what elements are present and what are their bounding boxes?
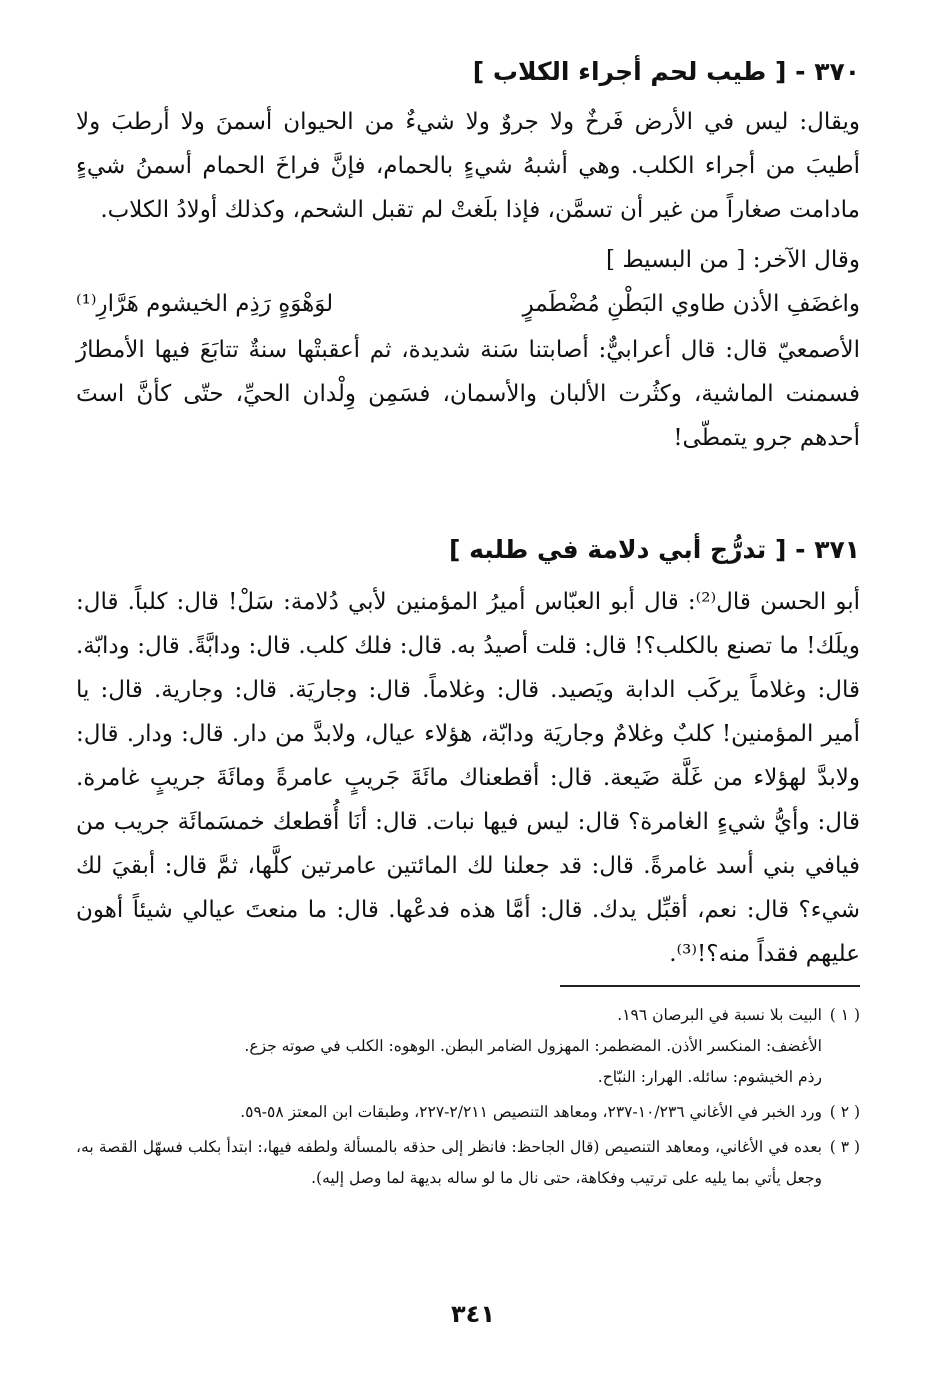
footnote-line: رذم الخيشوم: سائله. الهرار: النبّاح. — [597, 1068, 822, 1086]
section-370-anecdote — [76, 328, 860, 460]
footnote-line: الأغضف: المنكسر الأذن. المضطمر: المهزول الضامر البطن. الوهوه: الكلب في صوته جزع. — [244, 1037, 822, 1055]
poetry-verse — [76, 282, 860, 326]
footnote-line: البيت بلا نسبة في البرصان ١٩٦. — [617, 1006, 822, 1024]
footnote-number: ( ٣ ) — [829, 1138, 860, 1156]
paragraph: ويقال: ليس في الأرض فَرخٌ ولا جروٌ ولا شيءٌ من الحيوان أسمنَ ولا أرطبَ ولا أطيبَ من أجراء الكلب. وهي أشبهُ شيءٍ بالحمام، فإنَّ فراخَ الحمام أسمنُ شيءٍ مادامت صغاراً من غير أن تسمَّن، فإذا بلَغتْ لم تقبل الشحم، وكذلك أولادُ الكلاب. — [76, 109, 860, 223]
section-370 — [76, 52, 860, 460]
footnote-3 — [76, 1132, 860, 1194]
footnote-line: ورد الخبر في الأغاني ١٠/٢٣٦-٢٣٧، ومعاهد التنصيص ٢/٢١١-٢٢٧، وطبقات ابن المعتز ٥٨-٥٩. — [240, 1103, 822, 1121]
section-370-body — [76, 100, 860, 282]
section-371-body — [76, 580, 860, 976]
paragraph: الأصمعيّ قال: قال أعرابيٌّ: أصابتنا سَنة شديدة، ثم أعقبتْها سنةٌ تتابَعَ فيها الأمطارُ فسمنت الماشية، وكثُرت الألبان والأسمان، فسَمِن وِلْدان الحيِّ، حتّى كأنَّ استَ أحدهم جرو يتمطّى! — [76, 337, 860, 451]
paragraph: أبو الحسن قال⁽²⁾: قال أبو العبّاس أميرُ المؤمنين لأبي دُلامة: سَلْ! قال: كلباً. قال: ويلَك! ما تصنع بالكلب؟! قال: قلت أصيدُ به. قال: فلك كلب. قال: ودابَّةً. قال: ودابّة. قال: وغلاماً يركَب الدابة ويَصيد. قال: وغلاماً. قال: وجاريَة. قال: وجارية. قال: يا أمير المؤمنين! كلبٌ وغلامٌ وجاريَة ودابّة، هؤلاء عيال، ولابدَّ من دار. قال: ودار. قال: ولابدَّ لهؤلاء من غَلَّة ضَيعة. قال: أقطعناك مائَةَ جَريبٍ عامرةً ومائَةَ جريبٍ غامرة. قال: وأيُّ شيءٍ الغامرة؟ قال: ليس فيها نبات. قال: أنَا أُقطعك خمسَمائَة جريب من فيافي بني أسد غامرةً. قال: قد جعلنا لك المائتين عامرتين كلَّها، ثمَّ قال: أبقيَ لك شيء؟ قال: نعم، أقبِّل يدك. قال: أمَّا هذه فدعْها. قال: ما منعتَ عيالي شيئاً أهون عليهم فقداً منه؟!⁽³⁾. — [76, 589, 860, 967]
section-371 — [76, 530, 860, 976]
section-370-heading: ٣٧٠ - [ طيب لحم أجراء الكلاب ] — [472, 57, 860, 86]
section-371-heading: ٣٧١ - [ تدرُّج أبي دلامة في طلبه ] — [449, 535, 860, 564]
footnotes — [76, 1000, 860, 1198]
footnote-number: ( ٢ ) — [829, 1103, 860, 1121]
verse-second-hemistich: لوَهْوَهٍ رَذِم الخيشوم هَرَّارِ⁽¹⁾ — [76, 291, 334, 317]
footnote-1 — [76, 1000, 860, 1093]
verse-intro: وقال الآخر: [ من البسيط ] — [606, 247, 860, 273]
footnote-2 — [76, 1097, 860, 1128]
verse-first-hemistich: واغضَفِ الأذن طاوي البَطْنِ مُضْطَمرٍ — [522, 291, 860, 317]
footnote-line: بعده في الأغاني، ومعاهد التنصيص (قال الجاحظ: فانظر إلى حذقه بالمسألة ولطفه فيها،: ابتدأ بكلب فسهّل القصة به، وجعل يأتي بما يليه على ترتيب وفكاهة، حتى نال ما لو ساله بديهة لما وصل إليه). — [76, 1138, 822, 1187]
footnote-separator — [560, 985, 860, 987]
footnote-number: ( ١ ) — [829, 1006, 860, 1024]
page-number: ٣٤١ — [451, 1300, 495, 1328]
